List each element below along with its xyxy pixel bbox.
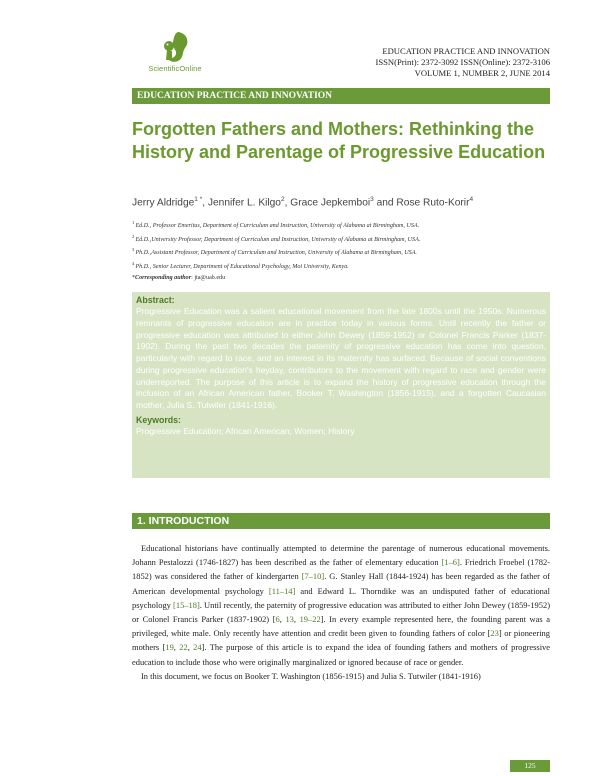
page-number: 125 — [510, 760, 550, 772]
citation-link[interactable]: 22 — [179, 642, 188, 653]
body-text — [132, 541, 550, 683]
corresponding-author: *Corresponding author: jta@uab.edu — [132, 274, 226, 281]
citation-link[interactable]: 13 — [285, 614, 294, 625]
corresponding-author-label: Corresponding author — [135, 274, 192, 281]
paper-title: Forgotten Fathers and Mothers: Rethinking the History and Parentage of Progressive Education — [132, 119, 546, 162]
abstract-text: Progressive Education was a salient educational movement from the late 1800s until the 1950s. Numerous remnants of progressive education are in practice today in various forms. Until recently the father or progressive education was attributed to either John Dewey (1859-1952) or Colonel Francis Parker (1837-1902). During the past two decades the paternity of progressive education has come into question, particularly with regard to race, and an interest in its maternity has surfaced. Because of social conventions during progressive education's heyday, contributors to the movement with regard to race and gender were underreported. The purpose of this article is to expand the history of progressive education through the inclusion of an African American father, Booker T. Washington (1856-1915), and a forgotten Caucasian mother, Julia S. Tutwiler (1841-1916). — [136, 306, 546, 410]
author-name: Jerry Aldridge — [132, 197, 195, 209]
author-affiliation-marker: 2 — [280, 196, 285, 203]
author-name: Jennifer L. Kilgo — [207, 197, 281, 209]
corresponding-author-email: : jta@uab.edu — [191, 274, 226, 281]
body-paragraph: In this document, we focus on Booker T. Washington (1856-1915) and Julia S. Tutwiler (1841-1916) — [141, 670, 481, 681]
journal-banner: EDUCATION PRACTICE AND INNOVATION — [132, 88, 550, 104]
affiliation-item: $^3$ Ph.D.,Assistant Professor, Department of Curriculum and Instruction, University of Alabama at Birmingham, USA. — [132, 247, 417, 257]
affiliations — [132, 218, 552, 284]
citation-link[interactable]: [7–10] — [301, 571, 325, 582]
author-affiliation-marker: 3 — [370, 196, 374, 203]
affiliation-item: $^1$ Ed.D., Professor Emeritus, Department of Curriculum and Instruction, University of Alabama at Birmingham, USA. — [132, 220, 420, 230]
journal-issn: ISSN(Print): 2372-3092 ISSN(Online): 2372-3106 — [375, 56, 550, 67]
publisher-logo-text: ScientificOnline — [148, 64, 202, 73]
author-name: Grace Jepkemboi — [290, 197, 371, 209]
keywords-heading: Keywords: — [136, 414, 181, 425]
keywords-text: Progressive Education; African American; Women; History — [136, 425, 355, 436]
squirrel-icon — [160, 30, 190, 64]
author-name: Rose Ruto-Korir — [396, 197, 470, 209]
citation-link[interactable]: 19 — [165, 642, 174, 653]
abstract-heading: Abstract: — [136, 295, 175, 305]
citation-link[interactable]: [11–14] — [268, 585, 296, 596]
author-affiliation-marker: 4 — [469, 196, 474, 203]
citation-link[interactable]: [15–18] — [173, 599, 200, 610]
affiliation-item: $^4$ Ph.D., Senior Lecturer, Department of Educational Psychology, Moi University, Kenya. — [132, 261, 349, 271]
section-heading-introduction: 1. INTRODUCTION — [132, 513, 550, 529]
publisher-logo — [140, 30, 210, 80]
journal-meta — [376, 46, 551, 78]
author-list: Jerry Aldridge$^{1 *}$, Jennifer L. Kilgo$^2$, Grace Jepkemboi$^3$ and Rose Ruto-Korir$^4$ — [132, 196, 474, 209]
citation-link[interactable]: 23 — [490, 628, 499, 639]
author-affiliation-marker: 1 * — [194, 196, 203, 203]
journal-name: EDUCATION PRACTICE AND INNOVATION — [382, 46, 550, 56]
journal-volume: VOLUME 1, NUMBER 2, JUNE 2014 — [414, 67, 550, 78]
affiliation-item: $^2$ Ed.D.,University Professor, Department of Curriculum and Instruction, University of Alabama at Birmingham, USA. — [132, 233, 421, 243]
abstract-box — [132, 292, 550, 478]
citation-link[interactable]: 24 — [193, 642, 202, 653]
body-paragraph: Educational historians have continually attempted to determine the parentage of numerous educational movements. Johann Pestalozzi (1746-1827) has been described as the father of elementary education [1–6]. Friedrich Froebel (1782-1852) was considered the father of kindergarten [7–10]. G. Stanley Hall (1844-1924) has been regarded as the father of American developmental psychology [11–14] and Edward L. Thorndike was an undisputed father of educational psychology [15–18]. Until recently, the paternity of progressive education was attributed to either John Dewey (1859-1952) or Colonel Francis Parker (1837-1902) [6, 13, 19–22]. In every example represented here, the founding parent was a privileged, white male. Only recently have attention and credit been given to founding fathers of color [23] or pioneering mothers [19, 22, 24]. The purpose of this article is to expand the idea of founding fathers and mothers of progressive education to include those who were originally marginalized or ignored because of race or gender. — [132, 543, 551, 667]
citation-link[interactable]: 6 — [275, 614, 280, 625]
citation-link[interactable]: [1–6] — [441, 557, 460, 568]
citation-link[interactable]: 19–22 — [299, 614, 321, 625]
